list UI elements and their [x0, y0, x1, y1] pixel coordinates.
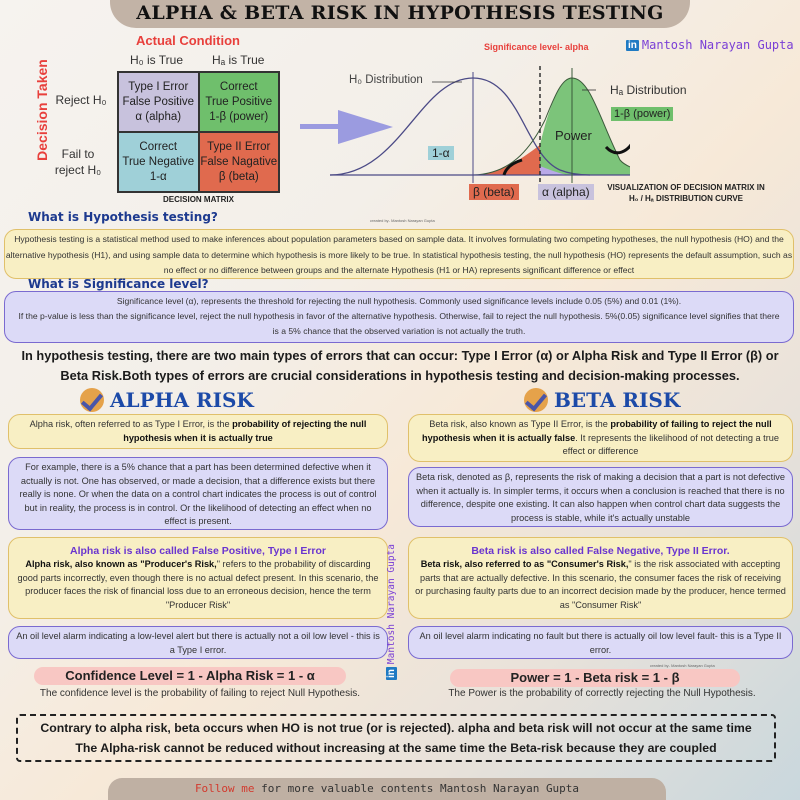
alpha-def-text: Alpha risk, often referred to as Type I Error, is the: [29, 419, 233, 429]
one-minus-alpha-label: 1-α: [428, 146, 454, 160]
cell-true-negative: [118, 132, 199, 192]
alpha-risk-title: [80, 388, 254, 412]
power-word: Power: [555, 128, 592, 143]
cell-line: Correct: [219, 80, 258, 93]
alpha-aka-box: [8, 537, 388, 619]
beta-oil-box: An oil level alarm indicating no fault but there is actually oil low level fault- this is a Type II error.: [408, 626, 793, 659]
coupled-note-box: [16, 714, 776, 762]
significance-label: Significance level- alpha: [484, 42, 589, 52]
cell-line: Correct: [139, 140, 178, 153]
coupled-line1: Contrary to alpha risk, beta occurs when HO is not true (or is rejected). alpha and beta risk will not occur at the same time: [40, 721, 752, 735]
author-brand[interactable]: [626, 38, 794, 52]
beta-def-bold: probability of failing to reject the null hypothesis when it is actually false: [422, 419, 772, 443]
beta-def-text-post: . It represents the likelihood of not detecting a true effect or difference: [562, 432, 779, 456]
linkedin-icon: in: [628, 39, 637, 51]
beta-example-box: Beta risk, denoted as β, represents the risk of making a decision that a part is not defective when it actually is. In simpler terms, it occurs when a conclusion is reached that there is no difference, despite one existing. It can also happen when control chart data suggests the process is stable, while it's actually unstable: [408, 467, 793, 527]
beta-definition-box: [408, 414, 793, 462]
checkmark-icon: [80, 388, 104, 412]
cell-line: β (beta): [218, 170, 259, 183]
confidence-description: The confidence level is the probability of failing to reject Null Hypothesis.: [39, 688, 361, 699]
caption-line: H₀ / Hₐ DISTRIBUTION CURVE: [628, 194, 744, 203]
alpha-definition-box: [8, 414, 388, 449]
cell-line: Type II Error: [207, 140, 271, 153]
beta-title-text: BETA RISK: [554, 388, 681, 412]
cell-true-positive: [199, 72, 280, 132]
cell-line: False Positive: [122, 95, 195, 108]
matrix-caption: DECISION MATRIX: [163, 195, 234, 204]
author-name: Mantosh Narayan Gupta: [641, 38, 794, 52]
col-header-h0: H₀ is True: [130, 53, 183, 67]
beta-def-text: Beta risk, also known as Type II Error, is the: [429, 419, 611, 429]
beta-aka-box: [408, 537, 793, 619]
cell-line: 1-β (power): [209, 110, 269, 123]
coupled-line2: The Alpha-risk cannot be reduced without increasing at the same time the Beta-risk because they are coupled: [75, 741, 717, 755]
significance-heading: What is Significance level?: [28, 277, 209, 291]
significance-line2: If the p-value is less than the significance level, reject the null hypothesis in favor of the alternative hypothesis. Otherwise, fail to reject the null hypothesis. 5%(0.05) significance level signifies that there is a 5% chance that the observed variation is not actually the truth.: [18, 311, 780, 336]
page-title: ALPHA & BETA RISK IN HYPOTHESIS TESTING: [136, 2, 664, 24]
cell-line: α (alpha): [135, 110, 182, 123]
confidence-formula: Confidence Level = 1 - Alpha Risk = 1 - α: [34, 667, 346, 685]
checkmark-icon: [524, 388, 548, 412]
ha-distribution-label: Hₐ Distribution: [610, 83, 687, 97]
beta-aka-title: Beta risk is also called False Negative, Type II Error.: [471, 545, 730, 557]
distribution-diagram: [290, 40, 630, 205]
arrow-shaft: [300, 124, 340, 129]
footer-text: for more valuable contents Mantosh Narayan Gupta: [254, 782, 580, 795]
alpha-aka-bold: Alpha risk, also known as "Producer's Risk,: [25, 559, 217, 569]
decision-taken-label: Decision Taken: [34, 59, 50, 161]
alpha-aka-title: Alpha risk is also called False Positive, Type I Error: [70, 545, 326, 557]
hypothesis-heading: What is Hypothesis testing?: [28, 210, 218, 224]
cell-type1-error: [118, 72, 199, 132]
cell-line: True Negative: [122, 155, 195, 168]
alpha-label: α (alpha): [538, 184, 594, 200]
right-arrow-icon: [338, 110, 393, 144]
caption-line: VISUALIZATION OF DECISION MATRIX IN: [607, 183, 765, 192]
cell-line: True Positive: [205, 95, 273, 108]
intro-text: In hypothesis testing, there are two main types of errors that can occur: Type I Error (α) or Alpha Risk and Type II Error (β) or Beta Risk.Both types of errors are crucial considerations in hypothesis testing and decision-making processes.: [21, 348, 779, 383]
footer-banner[interactable]: [108, 778, 666, 800]
follow-me-text: Follow me: [194, 782, 255, 795]
power-description: The Power is the probability of correctly rejecting the Null Hypothesis.: [448, 688, 756, 699]
significance-box: [4, 291, 794, 343]
alpha-aka-text: " refers to the probability of discarding good parts incorrectly, even though there is no actual defect present. In this scenario, the producer faces the risk of financial loss due to an erroneous decision, hence the term "Producer Risk": [17, 559, 379, 610]
actual-condition-label: Actual Condition: [136, 33, 240, 48]
row-header-reject: Reject H₀: [55, 93, 107, 107]
alpha-example-box: For example, there is a 5% chance that a part has been determined defective when it actually is not. One has observed, or made a decision, that a difference exists but there really is none. Or when the data on a control chart indicates the process is out of control but in reality, the process is in control. Or the likelihood of detecting an effect when no effect is present.: [8, 457, 388, 530]
beta-label: β (beta): [469, 184, 519, 200]
alpha-def-bold: probability of rejecting the null hypothesis when it is actually true: [123, 419, 367, 443]
beta-risk-title: [524, 388, 680, 412]
vertical-brand[interactable]: [386, 520, 402, 680]
visualization-caption: [586, 182, 786, 204]
power-formula: Power = 1 - Beta risk = 1 - β: [450, 669, 740, 687]
credit-text: created by- Mantosh Narayan Gupta: [650, 663, 715, 668]
cell-line: False Nagative: [200, 155, 278, 168]
cell-line: Type I Error: [128, 80, 189, 93]
author-name: Mantosh Narayan Gupta: [386, 544, 397, 665]
hypothesis-box: Hypothesis testing is a statistical method used to make inferences about population parameters based on sample data. It involves formulating two competing hypotheses, the null hypothesis (HO) and the alternative hypothesis (H1), and using sample data to determine which hypothesis is more likely to be true. In statistical hypothesis testing, the null hypothesis (HO) represents the default assumption, such as no effect or no difference between groups and the alternate Hypothesis (H1 or HA) represents significant difference or effect: [4, 229, 794, 279]
beta-aka-text: " is the risk associated with accepting parts that are actually defective. In this scenario, the consumer faces the risk of receiving or purchasing faulty parts due to an incorrect decision made by the producer, hence termed as "Consumer Risk": [415, 559, 786, 610]
row-header-fail: Fail to reject H₀: [54, 147, 102, 177]
col-header-ha: Hₐ is True: [212, 53, 265, 67]
alpha-oil-box: An oil level alarm indicating a low-level alert but there is actually not a oil low level - this is a Type I error.: [8, 626, 388, 659]
alpha-title-text: ALPHA RISK: [110, 388, 254, 412]
credit-text: created by- Mantosh Narayan Gupta: [370, 218, 435, 223]
cell-type2-error: [199, 132, 280, 192]
decision-matrix: [117, 71, 280, 193]
linkedin-icon: in: [386, 669, 397, 678]
power-label: 1-β (power): [611, 107, 673, 121]
beta-aka-bold: Beta risk, also referred to as "Consumer's Risk,: [420, 559, 629, 569]
significance-line1: Significance level (α), represents the threshold for rejecting the null hypothesis. Commonly used significance levels include 0.05 (5%) and 0.01 (1%).: [116, 296, 682, 306]
cell-line: 1-α: [149, 170, 167, 183]
h0-distribution-label: H₀ Distribution: [349, 74, 423, 86]
